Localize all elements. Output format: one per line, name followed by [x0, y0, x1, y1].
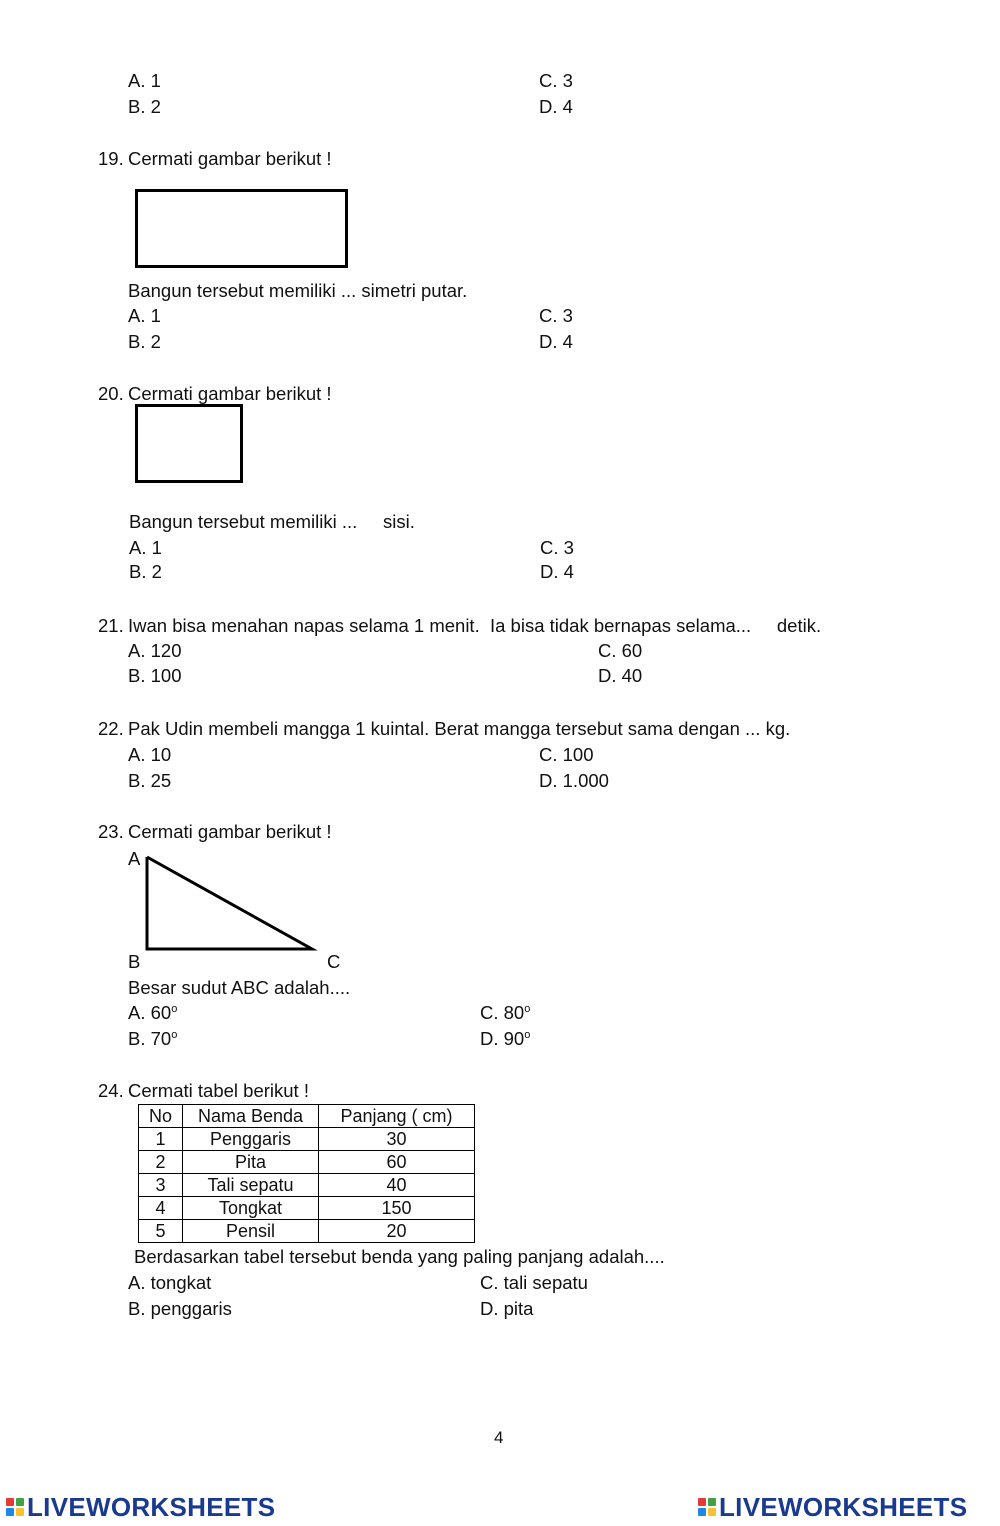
q23-option-b[interactable]: B. 70$^o$ [128, 1028, 178, 1049]
table-cell: 2 [139, 1151, 183, 1174]
table-cell: Pita [183, 1151, 319, 1174]
q23-vertex-b-label: B [128, 951, 141, 972]
table-cell: 3 [139, 1174, 183, 1197]
q19-option-d[interactable]: D. 4 [539, 331, 573, 352]
q21-option-b[interactable]: B. 100 [128, 665, 182, 686]
table-row [139, 1197, 475, 1220]
q21-prompt: Iwan bisa menahan napas selama 1 menit. Ia bisa tidak bernapas selama... detik. [128, 615, 822, 636]
table-cell: 20 [319, 1220, 475, 1243]
q22-option-b[interactable]: B. 25 [128, 770, 172, 791]
q20-number: 20. [98, 383, 124, 404]
table-cell: Pensil [183, 1220, 319, 1243]
liveworksheets-logo-icon [698, 1498, 716, 1516]
q19-rectangle-figure [135, 189, 348, 268]
liveworksheets-logo-icon [6, 1498, 24, 1516]
table-cell: Tongkat [183, 1197, 319, 1220]
q24-length-table [138, 1104, 475, 1243]
q19-number: 19. [98, 148, 124, 169]
table-row [139, 1151, 475, 1174]
q23-option-d[interactable]: D. 90$^o$ [480, 1028, 531, 1049]
table-row [139, 1128, 475, 1151]
q20-rectangle-figure [135, 404, 243, 483]
liveworksheets-wordmark: LIVEWORKSHEETS [719, 1492, 968, 1522]
q19-option-c[interactable]: C. 3 [539, 305, 573, 326]
q18-option-d[interactable]: D. 4 [539, 96, 573, 117]
q20-option-c[interactable]: C. 3 [540, 537, 574, 558]
q22-number: 22. [98, 718, 124, 739]
table-cell: 4 [139, 1197, 183, 1220]
q23-prompt: Cermati gambar berikut ! [128, 821, 332, 842]
q19-option-b[interactable]: B. 2 [128, 331, 161, 352]
table-cell: 30 [319, 1128, 475, 1151]
table-cell: Penggaris [183, 1128, 319, 1151]
page-number: 4 [494, 1428, 504, 1447]
liveworksheets-logo-right[interactable] [698, 1492, 967, 1522]
table-cell: 60 [319, 1151, 475, 1174]
q21-option-a[interactable]: A. 120 [128, 640, 182, 661]
table-header-cell: No [139, 1105, 183, 1128]
table-cell: 1 [139, 1128, 183, 1151]
q21-number: 21. [98, 615, 124, 636]
q23-statement: Besar sudut ABC adalah.... [128, 977, 351, 998]
q18-option-c[interactable]: C. 3 [539, 70, 573, 91]
q23-option-c[interactable]: C. 80$^o$ [480, 1002, 531, 1023]
q23-vertex-c-label: C [327, 951, 341, 972]
q19-prompt: Cermati gambar berikut ! [128, 148, 332, 169]
q24-prompt: Cermati tabel berikut ! [128, 1080, 309, 1101]
q24-option-b[interactable]: B. penggaris [128, 1298, 232, 1319]
q20-option-b[interactable]: B. 2 [129, 561, 162, 582]
q24-option-a[interactable]: A. tongkat [128, 1272, 212, 1293]
table-cell: 5 [139, 1220, 183, 1243]
q21-option-d[interactable]: D. 40 [598, 665, 643, 686]
q23-vertex-a-label: A [128, 848, 141, 869]
q20-option-a[interactable]: A. 1 [129, 537, 162, 558]
liveworksheets-logo-left[interactable] [6, 1492, 275, 1522]
q22-option-d[interactable]: D. 1.000 [539, 770, 609, 791]
q23-option-a[interactable]: A. 60$^o$ [128, 1002, 178, 1023]
table-cell: 150 [319, 1197, 475, 1220]
q19-statement: Bangun tersebut memiliki ... simetri putar. [128, 280, 468, 301]
table-row [139, 1174, 475, 1197]
q24-option-c[interactable]: C. tali sepatu [480, 1272, 588, 1293]
table-cell: 40 [319, 1174, 475, 1197]
q23-triangle-figure [140, 852, 320, 956]
q20-statement: Bangun tersebut memiliki ... sisi. [129, 511, 415, 532]
q20-prompt: Cermati gambar berikut ! [128, 383, 332, 404]
q24-number: 24. [98, 1080, 124, 1101]
q23-number: 23. [98, 821, 124, 842]
q24-option-d[interactable]: D. pita [480, 1298, 534, 1319]
q21-option-c[interactable]: C. 60 [598, 640, 643, 661]
q18-option-a[interactable]: A. 1 [128, 70, 161, 91]
table-cell: Tali sepatu [183, 1174, 319, 1197]
table-row [139, 1220, 475, 1243]
table-header-cell: Nama Benda [183, 1105, 319, 1128]
q18-option-b[interactable]: B. 2 [128, 96, 161, 117]
q19-option-a[interactable]: A. 1 [128, 305, 161, 326]
q24-statement: Berdasarkan tabel tersebut benda yang paling panjang adalah.... [134, 1246, 665, 1267]
table-header-cell: Panjang ( cm) [319, 1105, 475, 1128]
q20-option-d[interactable]: D. 4 [540, 561, 574, 582]
table-header-row [139, 1105, 475, 1128]
q22-prompt: Pak Udin membeli mangga 1 kuintal. Berat mangga tersebut sama dengan ... kg. [128, 718, 791, 739]
q22-option-c[interactable]: C. 100 [539, 744, 594, 765]
q22-option-a[interactable]: A. 10 [128, 744, 172, 765]
liveworksheets-wordmark: LIVEWORKSHEETS [27, 1492, 276, 1522]
